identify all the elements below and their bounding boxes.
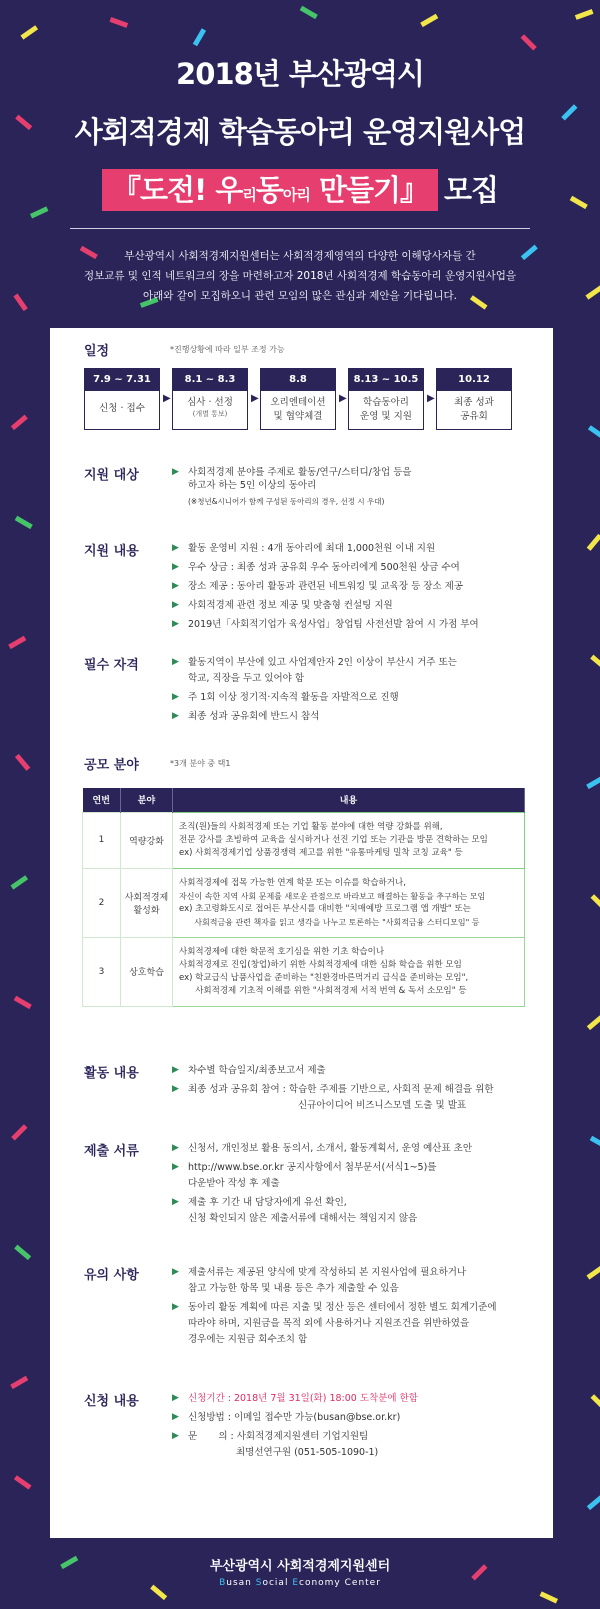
list-item: ▶ 주 1회 이상 정기적·지속적 활동을 자발적으로 진행 [172,692,399,703]
activity-list [172,1064,532,1118]
triangle-bullet-icon: ▶ [172,711,179,721]
section-title-field: 공모 분야 [84,758,139,773]
schedule-step-3: 8.8 오리엔테이션 및 협약체결 [260,368,336,430]
list-item: ▶ 신청서, 개인정보 활용 동의서, 소개서, 활동계획서, 운영 예산표 초안 [172,1143,473,1154]
confetti-piece [11,1124,27,1140]
triangle-bullet-icon: ▶ [172,619,179,629]
content-list [172,542,532,637]
list-item: ▶ 우수 상금 : 최종 성과 공유회 우수 동아리에게 500천원 상금 수여 [172,562,460,573]
confetti-piece [587,534,600,551]
footer-logo [0,1555,600,1588]
table-row [83,868,525,937]
triangle-bullet-icon: ▶ [172,1393,179,1403]
section-title-qualification: 필수 자격 [84,658,139,673]
table-header-cell: 분야 [121,788,173,812]
title-line-3: 『도전! 우리동아리 만들기』 모집 [0,168,600,211]
list-item: ▶ http://www.bse.or.kr 공지사항에서 첨부문서(서식1~5)를 다운받아 작성 후 제출 [172,1162,437,1189]
field-table [82,788,525,1007]
org-name: 부산광역시 사회적경제지원센터 [209,1559,391,1574]
poster-header [0,0,600,330]
confetti-piece [540,1591,558,1603]
org-name-english: Busan Social Economy Center [219,1578,381,1588]
table-cell-description: 사회적경제에 접목 가능한 연계 학문 또는 이슈를 학습하거나, 자신이 속한 지역 사회 문제를 새로운 관점으로 바라보고 해결하는 활동을 추구하는 모임 ex) 초고령화도시로 접어든 부산시를 대비한 "치매예방 프로그램 앱 개발" 또는 사회적금융 관련 책자를 읽고 생각을 나누고 토론하는 "사회적금융 스터디모임" 등 [173,868,525,937]
triangle-bullet-icon: ▶ [172,657,179,667]
triangle-bullet-icon: ▶ [172,1143,179,1153]
arrow-right-icon: ▶ [427,393,435,404]
table-cell-category: 상호학습 [121,937,173,1006]
table-header-cell: 내용 [173,788,525,812]
apply-method: ▶ 신청방법 : 이메일 접수만 가능(busan@bse.or.kr) [172,1412,401,1423]
confetti-piece [14,1245,31,1260]
list-item: ▶ 장소 제공 : 동아리 활동과 관련된 네트워킹 및 교육장 등 장소 제공 [172,581,464,592]
schedule-step-4: 8.13 ~ 10.5 학습동아리 운영 및 지원 [348,368,424,430]
section-title-documents: 제출 서류 [84,1144,139,1159]
caution-list [172,1266,532,1352]
documents-list [172,1142,532,1231]
arrow-right-icon: ▶ [251,393,259,404]
title-highlight-box: 『도전! 우리동아리 만들기』 [102,169,438,211]
confetti-piece [588,425,600,439]
section-title-apply: 신청 내용 [84,1394,139,1409]
confetti-piece [15,754,30,771]
triangle-bullet-icon: ▶ [172,1197,179,1207]
confetti-piece [587,1015,600,1030]
arrow-right-icon: ▶ [339,393,347,404]
list-item: ▶ 사회적경제 분야를 주제로 활동/연구/스터디/창업 등을 하고자 하는 5인 이상의 동아리 (※청년&시니어가 함께 구성된 동아리의 경우, 선정 시 우대) [172,467,412,506]
confetti-piece [15,516,33,529]
apply-list [172,1392,532,1465]
apply-period: ▶ 신청기간 : 2018년 7월 31일(화) 18:00 도착분에 한함 [172,1393,418,1404]
arrow-right-icon: ▶ [163,393,171,404]
target-list [172,466,532,514]
triangle-bullet-icon: ▶ [172,1162,179,1172]
confetti-piece [586,1265,600,1279]
table-cell-category: 사회적경제 활성화 [121,868,173,937]
table-cell-no: 2 [83,868,121,937]
table-cell-no: 3 [83,937,121,1006]
confetti-piece [590,1136,600,1149]
schedule-steps [84,368,524,430]
triangle-bullet-icon: ▶ [172,1431,179,1441]
apply-contact: ▶ 문 의 : 사회적경제지원센터 기업지원팀 최명선연구원 (051-505-1090-1) [172,1431,379,1458]
list-item: ▶ 2019년「사회적기업가 육성사업」창업팀 사전선발 참여 시 가점 부여 [172,619,479,630]
triangle-bullet-icon: ▶ [172,1084,179,1094]
list-item: ▶ 차수별 학습일지/최종보고서 제출 [172,1065,326,1076]
confetti-piece [11,415,28,430]
confetti-piece [590,655,600,670]
list-item: ▶ 동아리 활동 계획에 따른 지출 및 정산 등은 센터에서 정한 별도 회계기준에 따라야 하며, 지원금을 목적 외에 사용하거나 지원조건을 위반하였을 경우에는 지원금 회수조치 함 [172,1302,497,1345]
title-line-2: 사회적경제 학습동아리 운영지원사업 [74,115,526,149]
triangle-bullet-icon: ▶ [172,1267,179,1277]
triangle-bullet-icon: ▶ [172,1302,179,1312]
list-item: ▶ 제출서류는 제공된 양식에 맞게 작성하되 본 지원사업에 필요하거나 참고 가능한 항목 및 내용 등은 추가 제출할 수 있음 [172,1267,467,1294]
triangle-bullet-icon: ▶ [172,600,179,610]
table-header-row [83,788,525,812]
table-cell-description: 사회적경제에 대한 학문적 호기심을 위한 기초 학습이나 사회적경제로 진입(창업)하기 위한 사회적경제에 대한 심화 학습을 위한 모임 ex) 학교급식 납품사업을 준비하는 "친환경바른먹거리 급식을 준비하는 모임", 사회적경제 기초적 이해를 위한 "사회적경제 서적 번역 & 독서 소모임" 등 [173,937,525,1006]
title-line-1: 2018년 부산광역시 [176,57,424,91]
confetti-piece [591,1394,600,1410]
confetti-piece [591,894,600,910]
confetti-piece [10,1376,28,1389]
schedule-step-2: 8.1 ~ 8.3 심사 · 선정 (개별 통보) [172,368,248,430]
list-item: ▶ 활동 운영비 지원 : 4개 동아리에 최대 1,000천원 이내 지원 [172,543,436,554]
triangle-bullet-icon: ▶ [172,467,179,477]
header-divider [70,228,530,229]
content-card [50,328,553,1538]
confetti-piece [587,1495,600,1510]
field-note: *3개 분야 중 택1 [170,759,231,768]
list-item: ▶ 활동지역이 부산에 있고 사업제안자 2인 이상이 부산시 거주 또는 학교, 직장을 두고 있어야 함 [172,657,457,684]
table-row [83,812,525,868]
confetti-piece [14,996,32,1009]
section-title-schedule: 일정 [84,344,110,359]
table-row [83,937,525,1006]
list-item: ▶ 최종 성과 공유회 참여 : 학습한 주제를 기반으로, 사회적 문제 해결을 위한 신규아이디어 비즈니스모델 도출 및 발표 [172,1084,494,1111]
section-title-content: 지원 내용 [84,544,139,559]
table-cell-description: 조직(원)들의 사회적경제 또는 기업 활동 분야에 대한 역량 강화를 위해, 전문 강사를 초빙하여 교육을 실시하거나 선진 기업 또는 기관을 방문 견학하는 모임 ex) 사회적경제기업 상품경쟁력 제고를 위한 "유통마케팅 밀착 코칭 교육" 등 [173,812,525,868]
schedule-step-1: 7.9 ~ 7.31 신청 · 접수 [84,368,160,430]
table-cell-no: 1 [83,812,121,868]
triangle-bullet-icon: ▶ [172,543,179,553]
confetti-piece [8,636,26,649]
confetti-piece [10,875,28,889]
table-header-cell: 연번 [83,788,121,812]
list-item: ▶ 제출 후 기간 내 담당자에게 유선 확인, 신청 확인되지 않은 제출서류에 대해서는 책임지지 않음 [172,1197,418,1224]
triangle-bullet-icon: ▶ [172,581,179,591]
confetti-piece [586,776,600,789]
section-title-target: 지원 대상 [84,468,139,483]
schedule-step-5: 10.12 최종 성과 공유회 [436,368,512,430]
confetti-piece [14,1475,32,1489]
table-cell-category: 역량강화 [121,812,173,868]
triangle-bullet-icon: ▶ [172,692,179,702]
triangle-bullet-icon: ▶ [172,1065,179,1075]
section-title-activity: 활동 내용 [84,1066,139,1081]
triangle-bullet-icon: ▶ [172,1412,179,1422]
qualification-list [172,656,532,729]
schedule-note: *진행상황에 따라 일부 조정 가능 [170,345,285,354]
triangle-bullet-icon: ▶ [172,562,179,572]
list-item: ▶ 사회적경제 관련 정보 제공 및 맞춤형 컨설팅 지원 [172,600,393,611]
section-title-caution: 유의 사항 [84,1268,139,1283]
list-item: ▶ 최종 성과 공유회에 반드시 참석 [172,711,320,722]
intro-text: 부산광역시 사회적경제지원센터는 사회적경제영역의 다양한 이해당사자들 간 정보교류 및 인적 네트워크의 장을 마련하고자 2018년 사회적경제 학습동아리 운영지원사업을 아래와 같이 모집하오니 관련 모임의 많은 관심과 제안을 기다립니다. [83,250,517,302]
